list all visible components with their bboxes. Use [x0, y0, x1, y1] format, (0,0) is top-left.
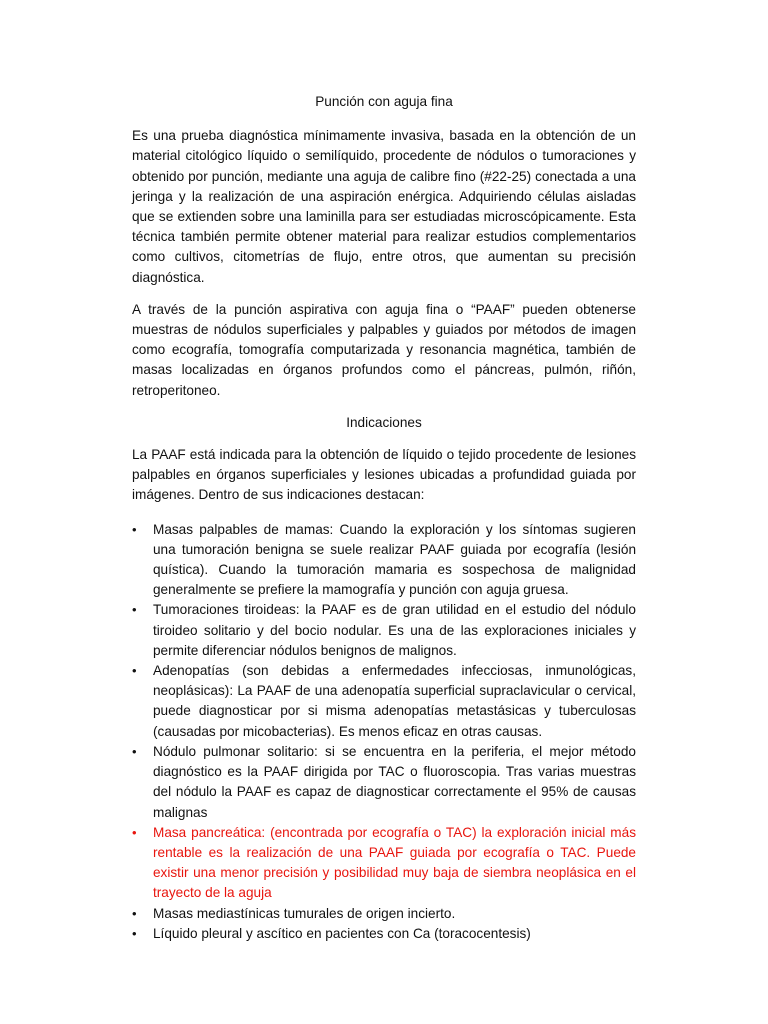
list-item [132, 661, 636, 742]
intro-paragraph-2: A través de la punción aspirativa con aguja fina o “PAAF” pueden obtenerse muestras de nódulos superficiales y palpables y guiados por métodos de imagen como ecografía, tomografía computarizada y resonancia magnética, también de masas localizadas en órganos profundos como el páncreas, pulmón, riñón, retroperitoneo. [132, 301, 636, 398]
bullet-icon: • [132, 602, 137, 618]
bullet-icon: • [132, 905, 137, 921]
bullet-icon: • [132, 824, 137, 840]
bullet-icon: • [132, 521, 137, 537]
intro-paragraph-1: Es una prueba diagnóstica mínimamente invasiva, basada en la obtención de un material citológico líquido o semilíquido, procedente de nódulos o tumoraciones y obtenido por punción, mediante una aguja de calibre fino (#22-25) conectada a una jeringa y la realización de una aspiración enérgica. Adquiriendo células aisladas que se extienden sobre una laminilla para ser estudiadas microscópicamente. Esta técnica también permite obtener material para realizar estudios complementarios como cultivos, citometrías de flujo, entre otros, que aumentan su precisión diagnóstica. [132, 128, 636, 285]
bullet-icon: • [132, 663, 137, 679]
indications-list [132, 520, 636, 944]
list-item [132, 520, 636, 601]
list-item [132, 904, 636, 924]
list-item [132, 924, 636, 944]
list-item-text: Adenopatías (son debidas a enfermedades infecciosas, inmunológicas, neoplásicas): La PAAF de una adenopatía superficial supraclavicular o cervical, puede diagnosticar por si misma adenopatías metastásicas y tuberculosas (causadas por micobacterias). Es menos eficaz en otras causas. [153, 663, 636, 739]
bullet-icon: • [132, 743, 137, 759]
indications-heading: Indicaciones [346, 414, 422, 430]
list-item-highlighted [132, 823, 636, 904]
list-item [132, 742, 636, 823]
indications-intro-paragraph: La PAAF está indicada para la obtención de líquido o tejido procedente de lesiones palpables en órganos superficiales y lesiones ubicadas a profundidad guiada por imágenes. Dentro de sus indicaciones destacan: [132, 447, 636, 503]
list-item-text: Líquido pleural y ascítico en pacientes con Ca (toracocentesis) [153, 925, 531, 941]
list-item-text: Nódulo pulmonar solitario: si se encuentra en la periferia, el mejor método diagnóstico es la PAAF dirigida por TAC o fluoroscopia. Tras varias muestras del nódulo la PAAF es capaz de diagnosticar correctamente el 95% de causas malignas [153, 743, 636, 820]
document-title: Punción con aguja fina [315, 94, 453, 109]
list-item-text: Masas mediastínicas tumurales de origen incierto. [153, 905, 456, 921]
list-item [132, 600, 636, 661]
document-page [132, 92, 636, 944]
list-item-text: Masa pancreática: (encontrada por ecografía o TAC) la exploración inicial más rentable es la realización de una PAAF guiada por ecografía o TAC. Puede existir una menor precisión y posibilidad muy baja de siembra neoplásica en el trayecto de la aguja [153, 824, 636, 901]
bullet-icon: • [132, 925, 137, 941]
list-item-text: Masas palpables de mamas: Cuando la exploración y los síntomas sugieren una tumoración benigna se suele realizar PAAF guiada por ecografía (lesión quística). Cuando la tumoración mamaria es sospechosa de malignidad generalmente se prefiere la mamografía y punción con aguja gruesa. [153, 521, 636, 598]
list-item-text: Tumoraciones tiroideas: la PAAF es de gran utilidad en el estudio del nódulo tiroideo solitario y del bocio nodular. Es una de las exploraciones iniciales y permite diferenciar nódulos benignos de malignos. [153, 602, 636, 658]
